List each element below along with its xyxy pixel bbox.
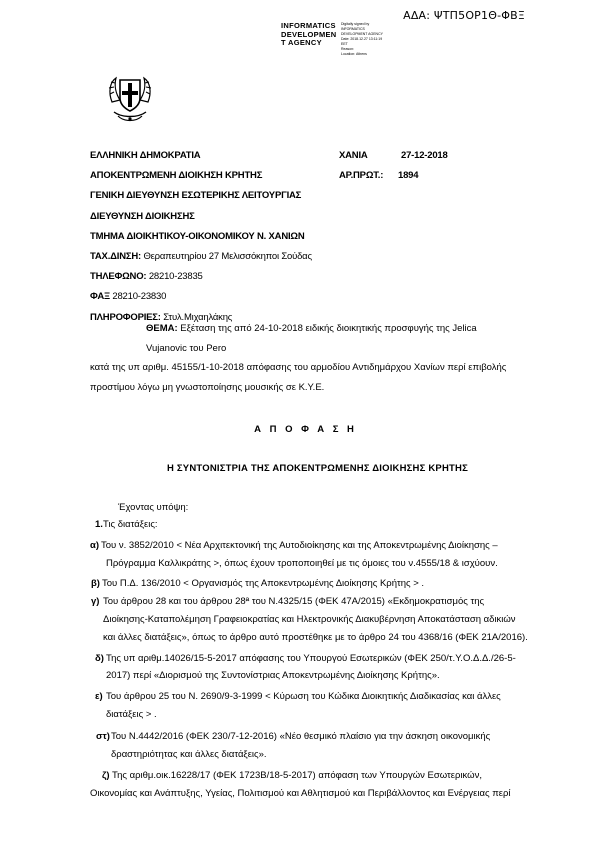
clause-st-mark: στ) [96,731,110,742]
clause-e-line: Του άρθρου 25 του Ν. 2690/9-3-1999 < Κύρωση του Κώδικα Διοικητικής Διαδικασίας και άλλες [106,691,501,702]
clause-b-line: Του Π.Δ. 136/2010 < Οργανισμός της Αποκεντρωμένης Διοίκησης Κρήτης > . [102,578,425,589]
clause-st-line: Του Ν.4442/2016 (ΦΕΚ 230/7-12-2016) «Νέο θεσμικό πλαίσιο για την άσκηση οικονομικής [111,731,491,742]
address-line: ΤΑΧ.ΔΙΝΣΗ: Θεραπευτηρίου 27 Μελισσόκηποι Σούδας [90,251,312,263]
clause-z-line: Της αριθμ.οικ.16228/17 (ΦΕΚ 1723Β/18-5-2017) απόφαση των Υπουργών Εσωτερικών, [112,770,482,781]
signature-detail-line: Reason: [341,47,355,51]
document-date: 27-12-2018 [401,150,448,161]
protocol-label: ΑΡ.ΠΡΩΤ.: [339,170,384,181]
clause-z-mark: ζ) [102,770,110,781]
decision-title: Α Π Ο Φ Α Σ Η [254,424,357,435]
clause-d-line: Της υπ αριθμ.14026/15-5-2017 απόφασης του Υπουργού Εσωτερικών (ΦΕΚ 250/τ.Υ.Ο.Δ.Δ./26-5- [106,653,516,664]
header-line: ΓΕΝΙΚΗ ΔΙΕΥΘΥΝΣΗ ΕΣΩΤΕΡΙΚΗΣ ΛΕΙΤΟΥΡΓΙΑΣ [90,190,302,202]
header-line: ΕΛΛΗΝΙΚΗ ΔΗΜΟΚΡΑΤΙΑ [90,150,201,161]
signature-detail-line: Location: Athens [341,52,367,56]
clause-g-line: και άλλες διατάξεις», όπως το άρθρο αυτό προστέθηκε με το άρθρο 24 του 4368/16 (ΦΕΚ 21Α/2016). [103,632,528,643]
clause-d-line: 2017) περί «Διορισμού της Συντονίστριας Αποκεντρωμένης Διοίκησης Κρήτης». [106,670,440,681]
header-line: ΤΜΗΜΑ ΔΙΟΙΚΗΤΙΚΟΥ-ΟΙΚΟΝΟΜΙΚΟΥ Ν. ΧΑΝΙΩΝ [90,230,305,242]
digital-signature-stamp [281,21,383,56]
phone-line: ΤΗΛΕΦΩΝΟ: 28210-23835 [90,271,203,283]
stamp-line: INFORMATICS [281,21,336,30]
clause-b-mark: β) [91,578,100,589]
clause-d-mark: δ) [95,653,104,664]
subject-label: ΘΕΜΑ: [146,323,178,334]
city: ΧΑΝΙΑ [339,150,368,161]
clause-a-mark: α) [90,540,100,551]
signature-detail-line: EET [341,42,348,46]
ada-code: ΑΔΑ: ΨΤΠ5ΟΡ1Θ-ΦΒΞ [403,9,525,22]
stamp-line: DEVELOPMEN [281,29,337,39]
clause-g-line: Του άρθρου 28 και του άρθρου 28ª του Ν.4325/15 (ΦΕΚ 47Α/2015) «Εκδημοκρατισμός της [103,596,485,607]
clause-a-line: Πρόγραμμα Καλλικράτης >, όπως έχουν τροποποιηθεί με τις όμοιες του ν.4555/18 & ισχύουν. [106,558,498,569]
clause-g-mark: γ) [91,596,100,607]
stamp-line: T AGENCY [281,38,322,48]
info-contact-line: ΠΛΗΡΟΦΟΡΙΕΣ: Στυλ.Μιχαηλάκης [90,311,233,323]
subject-paragraph: ΘΕΜΑ: Εξέταση της από 24-10-2018 ειδικής διοικητικής προσφυγής της Jelica Vujanovic του Pero κατά της υπ αριθμ. 45155/1-10-2018 απόφασης του αρμοδίου Αντιδημάρχου Χανίων περί επιβολής προστίμου λόγω μη γνωστοποίησης μουσικής σε Κ.Υ.Ε. [90,323,507,393]
protocol-number: 1894 [398,170,419,181]
signature-detail-line: INFORMATICS [341,27,365,31]
fax-line: ΦΑΞ 28210-23830 [90,291,167,303]
greek-coat-of-arms-icon [104,72,156,126]
clause-g-line: Διοίκησης-Καταπολέμηση Γραφειοκρατίας και Ηλεκτρονικής Διακυβέρνηση Αποκατάσταση αδικιών [103,614,516,625]
clause-a-line: Του ν. 3852/2010 < Νέα Αρχιτεκτονική της Αυτοδιοίκησης και της Αποκεντρωμένης Διοίκησης – [101,540,498,551]
clause-e-mark: ε) [95,691,103,702]
clause-st-line: δραστηριότητας και άλλες διατάξεις». [111,749,267,760]
signature-detail-line: Date: 2018.12.27 13:11:19 [341,37,383,41]
signature-detail-line: DEVELOPMENT AGENCY [341,32,383,36]
clause-z-line: Οικονομίας και Ανάπτυξης, Υγείας, Πολιτισμού και Αθλητισμού και Περιβάλλοντος και Ενέργειας περί [90,788,511,799]
clause-1: 1.Τις διατάξεις: [95,519,158,530]
sender-details [90,146,312,328]
header-line: ΑΠΟΚΕΝΤΡΩΜΕΝΗ ΔΙΟΙΚΗΣΗ ΚΡΗΤΗΣ [90,170,263,182]
coordinator-title: Η ΣΥΝΤΟΝΙΣΤΡΙΑ ΤΗΣ ΑΠΟΚΕΝΤΡΩΜΕΝΗΣ ΔΙΟΙΚΗΣΗΣ ΚΡΗΤΗΣ [167,463,468,474]
signature-details [341,22,383,57]
signature-detail-line: Digitally signed by [341,22,370,26]
considering-line: Έχοντας υπόψη: [118,502,189,513]
header-line: ΔΙΕΥΘΥΝΣΗ ΔΙΟΙΚΗΣΗΣ [90,210,195,222]
clause-e-line: διατάξεις > . [106,709,157,720]
